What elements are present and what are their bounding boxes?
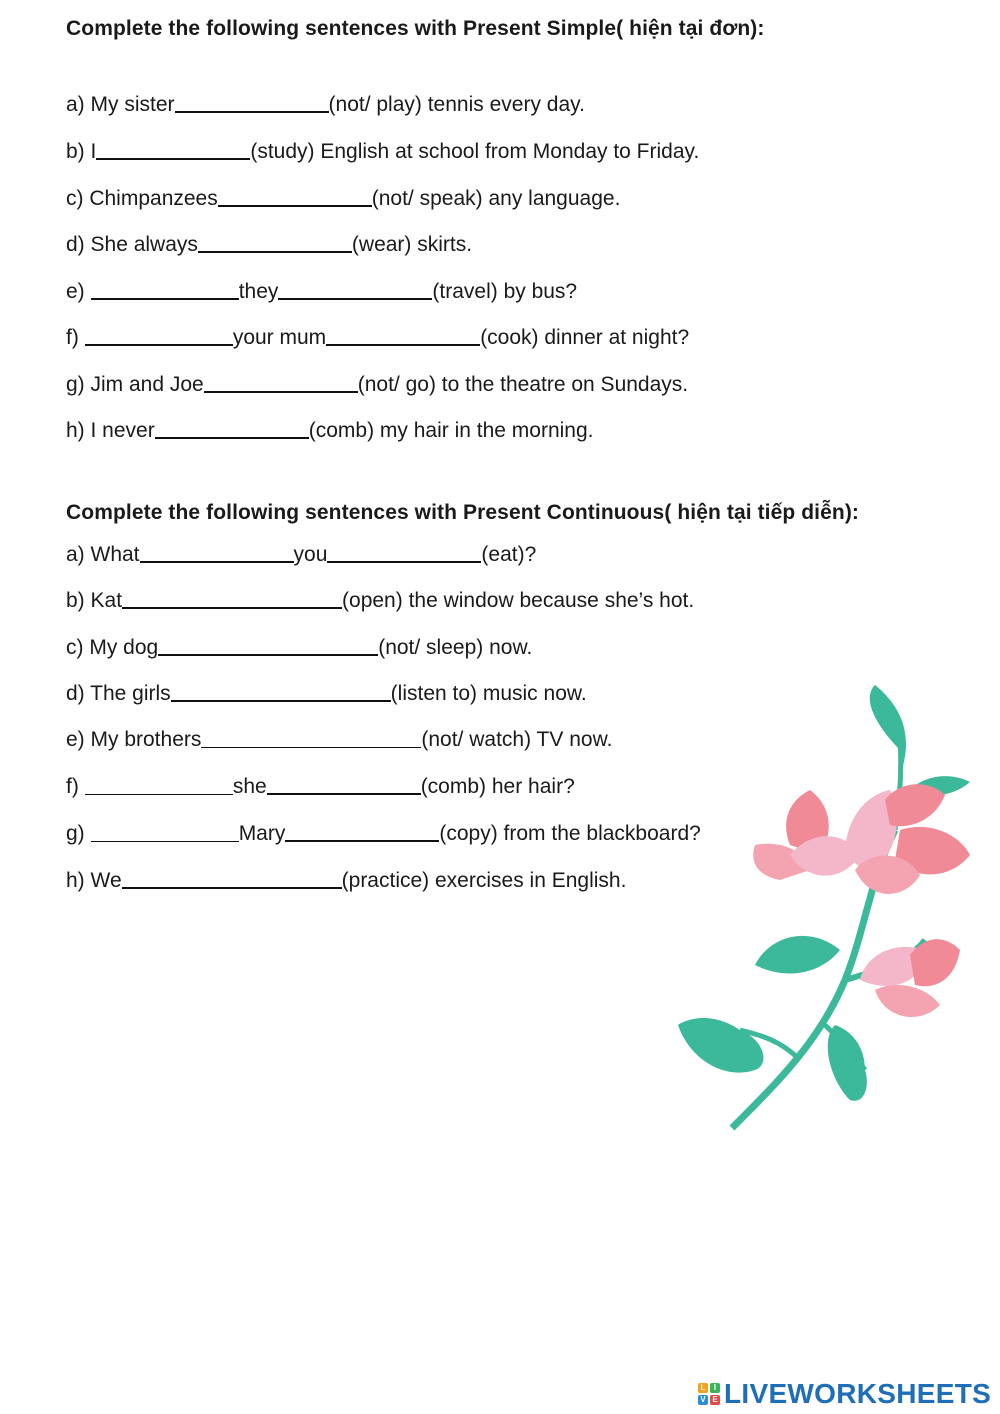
line-text: (listen to) music now. [390, 682, 587, 705]
line-text: (not/ watch) TV now. [421, 728, 613, 751]
line-text: she [232, 775, 267, 798]
answer-blank[interactable] [91, 821, 239, 842]
leaf [755, 936, 840, 974]
answer-blank[interactable] [201, 727, 421, 748]
answer-blank[interactable] [204, 371, 358, 393]
line-text: (comb) my hair in the morning. [308, 419, 594, 442]
exercise-line [66, 369, 688, 399]
logo-letter: V [698, 1395, 708, 1405]
line-text: f) [66, 326, 79, 349]
line-text: (study) English at school from Monday to Friday. [250, 140, 700, 163]
line-text: g) [66, 822, 85, 845]
answer-blank[interactable] [198, 231, 352, 253]
line-text: (eat)? [481, 543, 537, 566]
line-text: a) My sister [66, 93, 175, 116]
line-text: d) The girls [66, 682, 171, 705]
line-text: Mary [238, 822, 286, 845]
line-text: h) We [66, 869, 122, 892]
exercise-line [66, 276, 577, 306]
answer-blank[interactable] [327, 541, 481, 563]
exercise-line [66, 89, 585, 119]
line-text: (wear) skirts. [351, 233, 473, 256]
answer-blank[interactable] [218, 185, 372, 207]
line-text: (not/ go) to the theatre on Sundays. [357, 373, 689, 396]
answer-blank[interactable] [175, 91, 329, 113]
exercise-line [66, 322, 689, 352]
answer-blank[interactable] [85, 774, 233, 795]
leaf [870, 685, 906, 775]
answer-blank[interactable] [91, 278, 239, 300]
line-text: e) [66, 280, 85, 303]
line-text: b) Kat [66, 589, 123, 612]
answer-blank[interactable] [122, 867, 342, 889]
exercise-line [66, 818, 701, 848]
line-text: f) [66, 775, 79, 798]
logo-mark-icon [698, 1383, 720, 1405]
section-heading-present-continuous: Complete the following sentences with Present Continuous( hiện tại tiếp diễn): [66, 501, 860, 524]
leaf [828, 1025, 867, 1101]
liveworksheets-logo [698, 1376, 991, 1412]
line-text: (not/ speak) any language. [371, 187, 621, 210]
exercise-line [66, 136, 699, 166]
line-text: (copy) from the blackboard? [439, 822, 701, 845]
line-text: (practice) exercises in English. [341, 869, 627, 892]
exercise-line [66, 183, 620, 213]
answer-blank[interactable] [122, 587, 342, 609]
logo-letter: I [710, 1383, 720, 1393]
petal [885, 784, 945, 826]
line-text: you [293, 543, 328, 566]
section-heading-present-simple: Complete the following sentences with Present Simple( hiện tại đơn): [66, 17, 765, 40]
line-text: a) What [66, 543, 140, 566]
answer-blank[interactable] [278, 278, 432, 300]
line-text: (travel) by bus? [432, 280, 578, 303]
answer-blank[interactable] [326, 324, 480, 346]
line-text: (cook) dinner at night? [480, 326, 690, 349]
exercise-line [66, 229, 472, 259]
flower-illustration [670, 680, 980, 1135]
exercise-line [66, 725, 612, 755]
line-text: your mum [232, 326, 327, 349]
exercise-line [66, 585, 694, 615]
exercise-line [66, 539, 536, 569]
line-text: c) My dog [66, 636, 159, 659]
line-text: h) I never [66, 419, 155, 442]
answer-blank[interactable] [158, 634, 378, 656]
line-text: (not/ sleep) now. [378, 636, 533, 659]
line-text: e) My brothers [66, 728, 202, 751]
line-text: d) She always [66, 233, 198, 256]
answer-blank[interactable] [85, 324, 233, 346]
answer-blank[interactable] [96, 138, 250, 160]
line-text: (open) the window because she’s hot. [342, 589, 695, 612]
answer-blank[interactable] [285, 820, 439, 842]
petal [875, 985, 940, 1017]
line-text: g) Jim and Joe [66, 373, 204, 396]
answer-blank[interactable] [171, 680, 391, 702]
line-text: (not/ play) tennis every day. [328, 93, 585, 116]
line-text: they [238, 280, 279, 303]
answer-blank[interactable] [155, 417, 309, 439]
exercise-line [66, 632, 532, 662]
answer-blank[interactable] [140, 541, 294, 563]
logo-letter: L [698, 1383, 708, 1393]
exercise-line [66, 415, 593, 445]
logo-letter: E [710, 1395, 720, 1405]
answer-blank[interactable] [267, 773, 421, 795]
line-text: c) Chimpanzees [66, 187, 218, 210]
exercise-line [66, 865, 626, 895]
line-text: b) I [66, 140, 97, 163]
exercise-line [66, 678, 587, 708]
logo-text: LIVEWORKSHEETS [724, 1378, 992, 1409]
exercise-line [66, 771, 575, 801]
line-text: (comb) her hair? [420, 775, 575, 798]
leaf [678, 1018, 763, 1073]
